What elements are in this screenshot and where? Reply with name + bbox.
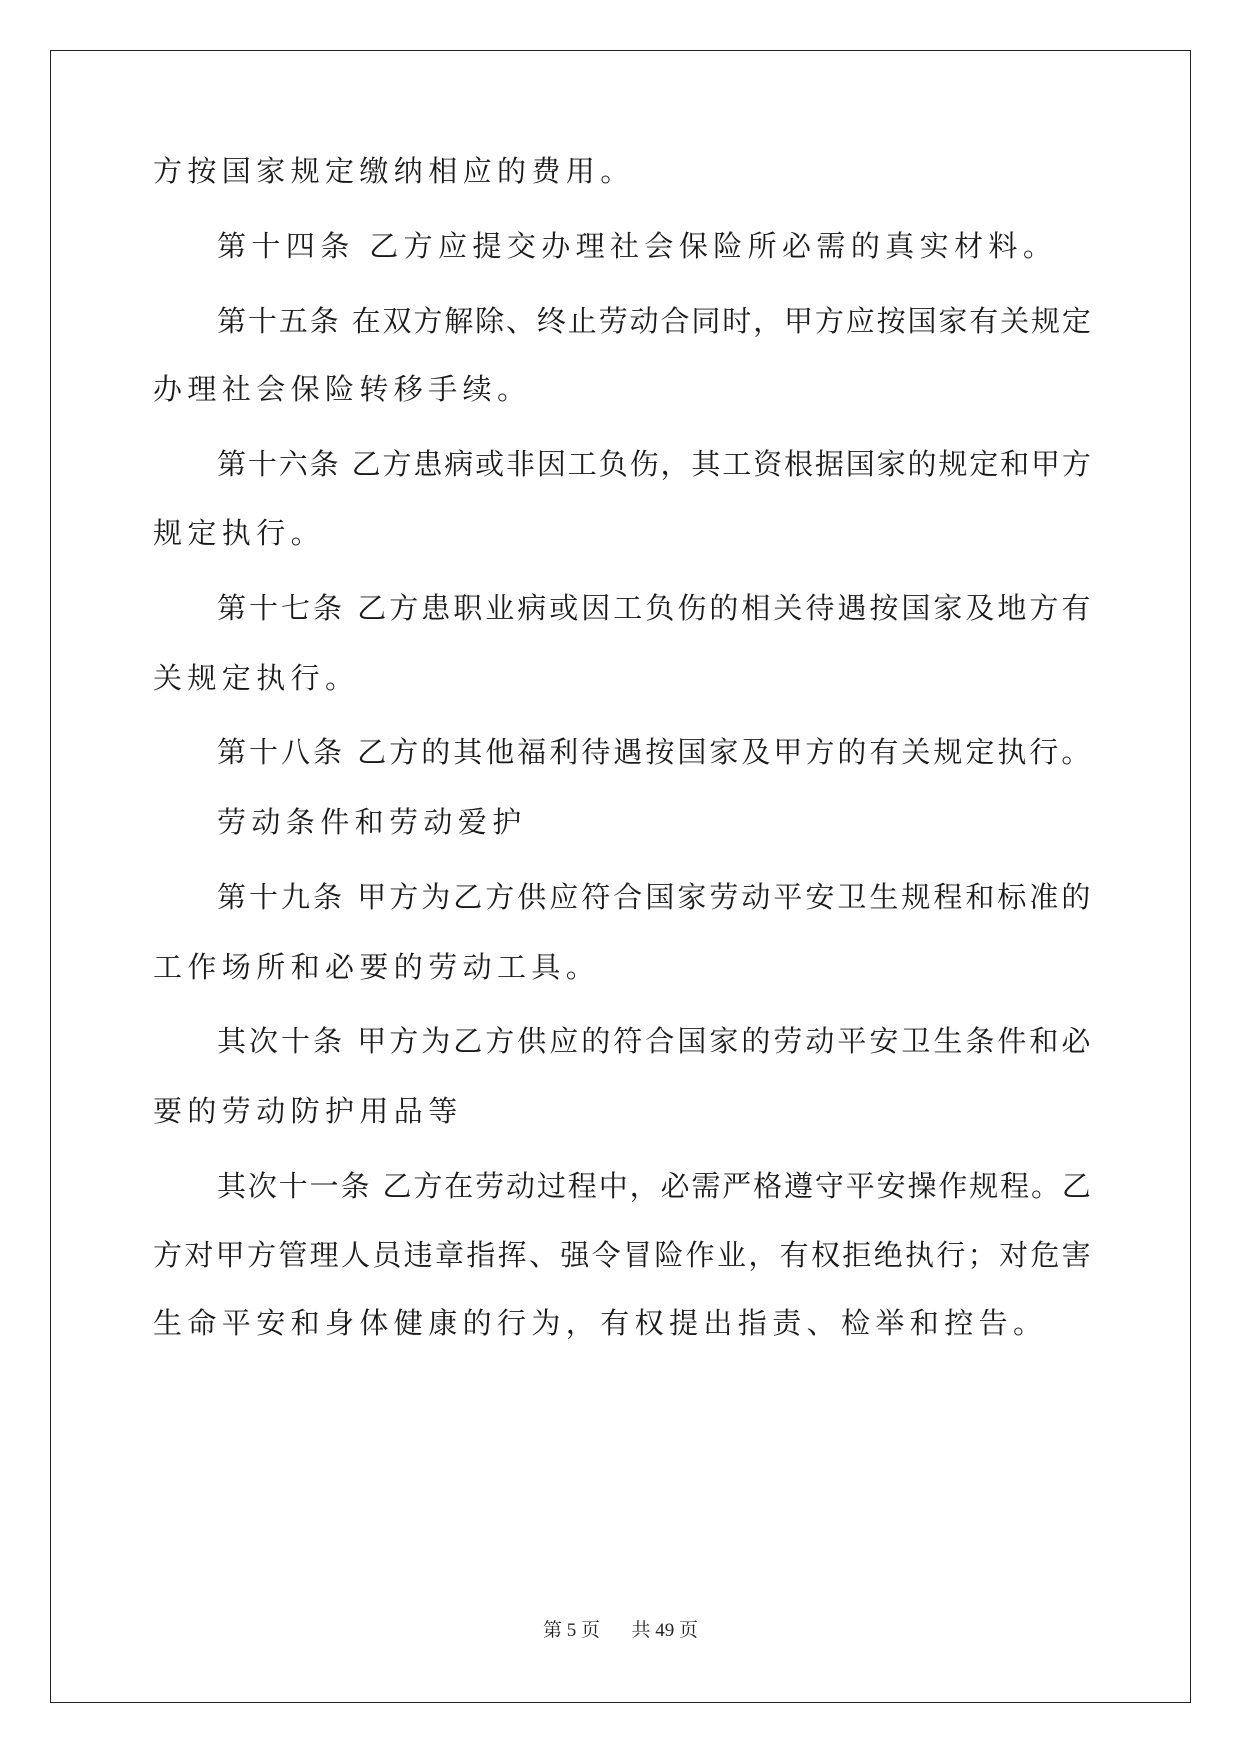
text-line: 规定执行。 [153, 516, 326, 550]
text-line: 生命平安和身体健康的行为，有权提出指责、检举和控告。 [153, 1306, 1048, 1340]
article-16: 第十六条 乙方患病或非因工负伤，其工资根据国家的规定和甲方 [217, 447, 1093, 481]
article-18: 第十八条 乙方的其他福利待遇按国家及甲方的有关规定执行。 [217, 735, 1094, 769]
text-line: 要的劳动防护用品等 [153, 1094, 463, 1128]
article-21: 其次十一条 乙方在劳动过程中，必需严格遵守平安操作规程。乙 [217, 1169, 1093, 1203]
section-heading: 劳动条件和劳动爱护 [217, 805, 527, 839]
page-footer [0, 1615, 1241, 1642]
article-19: 第十九条 甲方为乙方供应符合国家劳动平安卫生规程和标准的 [217, 880, 1094, 914]
article-14: 第十四条 乙方应提交办理社会保险所必需的真实材料。 [217, 229, 1058, 263]
text-line: 办理社会保险转移手续。 [153, 372, 532, 406]
text-line: 方对甲方管理人员违章指挥、强令冒险作业，有权拒绝执行；对危害 [153, 1238, 1094, 1272]
text-line: 方按国家规定缴纳相应的费用。 [153, 154, 635, 188]
total-pages: 共 49 页 [631, 1620, 699, 1641]
article-15: 第十五条 在双方解除、终止劳动合同时，甲方应按国家有关规定 [217, 304, 1093, 338]
article-20: 其次十条 甲方为乙方供应的符合国家的劳动平安卫生条件和必 [217, 1024, 1094, 1058]
text-line: 工作场所和必要的劳动工具。 [153, 950, 601, 984]
page-number: 第 5 页 [542, 1620, 600, 1641]
article-17: 第十七条 乙方患职业病或因工负伤的相关待遇按国家及地方有 [217, 591, 1094, 625]
text-line: 关规定执行。 [153, 661, 360, 695]
page-border [50, 50, 1191, 1703]
